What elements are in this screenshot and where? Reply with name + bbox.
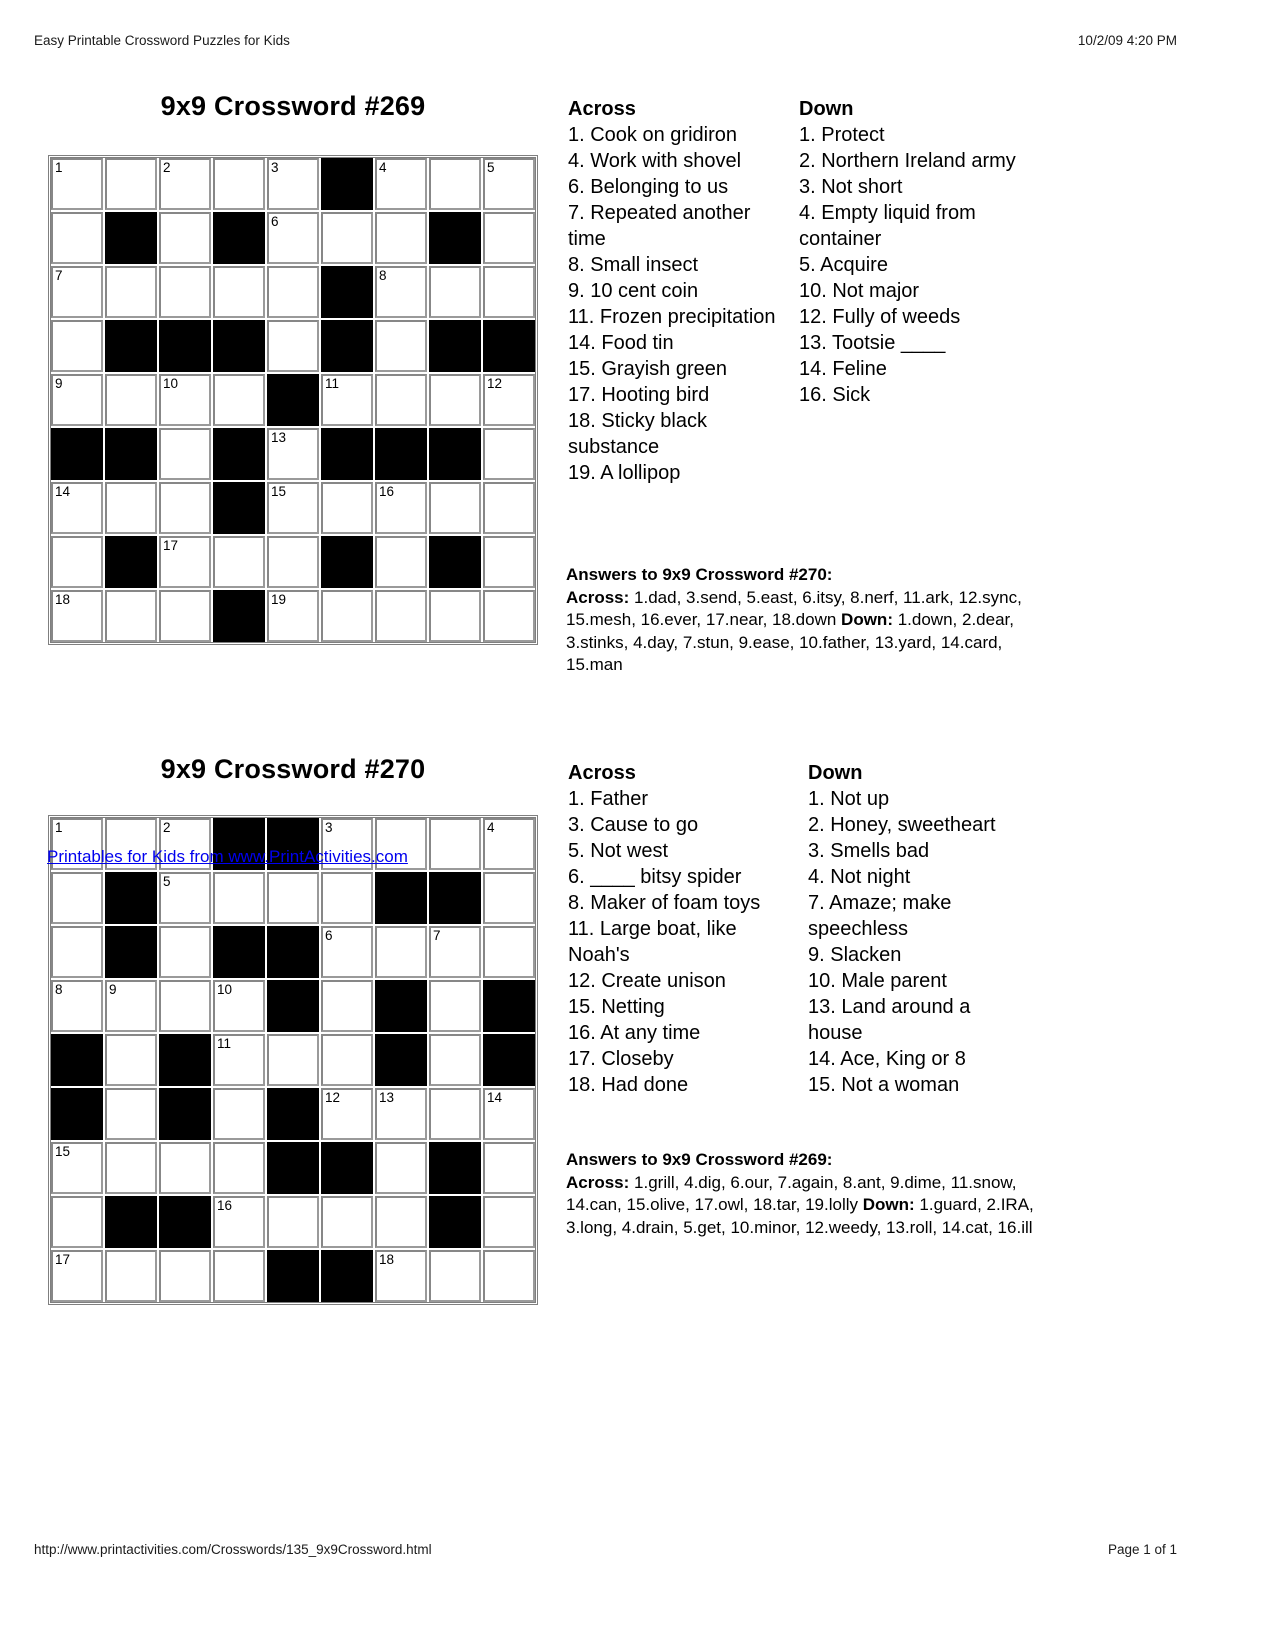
grid-cell	[159, 1250, 211, 1302]
grid-cell	[213, 158, 265, 210]
cell-number: 1	[55, 160, 63, 175]
clue: 1. Father	[568, 788, 649, 810]
clue: 13. Land around a house	[808, 996, 971, 1044]
grid-cell	[429, 266, 481, 318]
clue: 16. At any time	[568, 1022, 701, 1044]
grid-cell-black	[267, 374, 319, 426]
cell-number: 8	[55, 982, 63, 997]
grid-cell	[375, 320, 427, 372]
clue: 13. Tootsie ____	[799, 332, 946, 354]
print-footer	[34, 1542, 1177, 1557]
grid-cell	[483, 482, 535, 534]
grid-cell-black	[267, 980, 319, 1032]
clue: 4. Not night	[808, 866, 911, 888]
cell-number: 17	[163, 538, 179, 553]
cell-number: 19	[271, 592, 287, 607]
grid-cell	[483, 590, 535, 642]
grid-cell	[105, 482, 157, 534]
grid-cell	[159, 926, 211, 978]
answers-heading: Answers to 9x9 Crossword #269:	[566, 1150, 833, 1169]
clue: 16. Sick	[799, 384, 871, 406]
clue: 10. Male parent	[808, 970, 947, 992]
grid-cell	[213, 872, 265, 924]
down-clues	[808, 786, 1020, 1098]
grid-cell-black	[213, 590, 265, 642]
clue: 5. Acquire	[799, 254, 888, 276]
cell-number: 12	[325, 1090, 341, 1105]
grid-cell	[159, 536, 211, 588]
cell-number: 9	[109, 982, 117, 997]
cell-number: 4	[379, 160, 387, 175]
grid-cell-black	[159, 1034, 211, 1086]
clue: 9. 10 cent coin	[568, 280, 699, 302]
grid-cell	[159, 212, 211, 264]
grid-cell	[159, 266, 211, 318]
grid-cell	[51, 1196, 103, 1248]
grid-cell	[321, 872, 373, 924]
grid-cell	[105, 158, 157, 210]
grid-cell	[267, 266, 319, 318]
grid-cell	[375, 1142, 427, 1194]
clue: 4. Empty liquid from container	[799, 202, 976, 250]
cell-number: 16	[217, 1198, 233, 1213]
grid-cell	[483, 536, 535, 588]
grid-cell	[483, 872, 535, 924]
puzzle-title: 9x9 Crossword #270	[160, 754, 426, 784]
cell-number: 6	[325, 928, 333, 943]
answers-across-label: Across:	[566, 587, 630, 607]
across-clues-column	[568, 96, 780, 486]
grid-cell-black	[321, 428, 373, 480]
grid-cell	[213, 1034, 265, 1086]
grid-cell-black	[429, 872, 481, 924]
cell-number: 10	[163, 376, 179, 391]
grid-cell	[51, 482, 103, 534]
grid-cell-black	[483, 320, 535, 372]
grid-cell	[51, 590, 103, 642]
grid-cell-black	[213, 428, 265, 480]
grid-cell-black	[267, 1142, 319, 1194]
grid-cell	[375, 1196, 427, 1248]
cell-number: 1	[55, 820, 63, 835]
cell-number: 12	[487, 376, 503, 391]
grid-cell	[429, 158, 481, 210]
down-clues	[799, 122, 1059, 408]
cell-number: 4	[487, 820, 495, 835]
grid-cell-black	[213, 482, 265, 534]
cell-number: 13	[271, 430, 287, 445]
grid-cell	[483, 266, 535, 318]
print-header	[34, 33, 1177, 48]
clue: 9. Slacken	[808, 944, 902, 966]
grid-cell	[51, 158, 103, 210]
cell-number: 18	[379, 1252, 395, 1267]
grid-cell	[483, 926, 535, 978]
grid-cell	[321, 482, 373, 534]
grid-cell	[105, 1250, 157, 1302]
grid-cell-black	[105, 428, 157, 480]
grid-cell	[159, 374, 211, 426]
grid-cell	[213, 1196, 265, 1248]
grid-cell-black	[321, 536, 373, 588]
grid-cell	[375, 374, 427, 426]
grid-cell-black	[105, 872, 157, 924]
grid-cell	[213, 374, 265, 426]
answers-block	[566, 1149, 1048, 1239]
grid-cell-black	[51, 1088, 103, 1140]
grid-cell-black	[321, 266, 373, 318]
grid-cell	[51, 266, 103, 318]
grid-cell	[375, 266, 427, 318]
grid-cell-black	[159, 320, 211, 372]
print-timestamp: 10/2/09 4:20 PM	[1077, 33, 1177, 48]
crossword-grid	[48, 815, 538, 1305]
clue: 12. Fully of weeds	[799, 306, 961, 328]
clue: 17. Hooting bird	[568, 384, 710, 406]
clue: 15. Netting	[568, 996, 665, 1018]
cell-number: 11	[217, 1036, 232, 1051]
across-clues-column	[568, 760, 780, 1098]
clue: 15. Not a woman	[808, 1074, 960, 1096]
clue: 11. Large boat, like Noah's	[568, 918, 737, 966]
answers-across-text: 1.grill, 4.dig, 6.our, 7.again, 8.ant, 9.dime, 11.snow, 14.can, 15.olive, 17.owl, 18.tar, 19.lolly	[566, 1172, 1017, 1214]
grid-cell-black	[213, 320, 265, 372]
answers-heading: Answers to 9x9 Crossword #270:	[566, 565, 833, 584]
across-clues	[568, 122, 780, 486]
grid-cell	[159, 1142, 211, 1194]
across-heading: Across	[568, 98, 636, 120]
grid-cell-black	[429, 212, 481, 264]
grid-cell	[159, 428, 211, 480]
clue: 14. Ace, King or 8	[808, 1048, 966, 1070]
grid-cell-black	[375, 1034, 427, 1086]
clue: 8. Maker of foam toys	[568, 892, 761, 914]
grid-cell-black	[375, 428, 427, 480]
grid-cell-black	[429, 536, 481, 588]
grid-cell	[51, 374, 103, 426]
grid-cell-black	[159, 1088, 211, 1140]
grid-cell	[159, 482, 211, 534]
clue: 18. Had done	[568, 1074, 689, 1096]
clue: 5. Not west	[568, 840, 669, 862]
clue: 18. Sticky black substance	[568, 410, 707, 458]
grid-cell	[105, 980, 157, 1032]
grid-cell-black	[51, 1034, 103, 1086]
printactivities-link[interactable]: Printables for Kids from www.PrintActivities.com	[47, 847, 408, 866]
grid-cell	[429, 926, 481, 978]
cell-number: 17	[55, 1252, 71, 1267]
grid-cell	[51, 872, 103, 924]
cell-number: 7	[55, 268, 63, 283]
grid-cell	[321, 1088, 373, 1140]
grid-cell	[321, 374, 373, 426]
clue: 3. Smells bad	[808, 840, 930, 862]
grid-cell	[105, 1034, 157, 1086]
clue: 12. Create unison	[568, 970, 726, 992]
cell-number: 8	[379, 268, 387, 283]
grid-cell-black	[159, 1196, 211, 1248]
down-heading: Down	[799, 98, 854, 120]
grid-cell	[429, 1088, 481, 1140]
grid-cell	[321, 590, 373, 642]
grid-cell	[213, 266, 265, 318]
grid-cell	[267, 872, 319, 924]
grid-cell	[483, 1250, 535, 1302]
clue: 1. Cook on gridiron	[568, 124, 737, 146]
cell-number: 9	[55, 376, 63, 391]
grid-cell	[51, 926, 103, 978]
grid-cell-black	[105, 926, 157, 978]
grid-cell	[321, 212, 373, 264]
clue: 15. Grayish green	[568, 358, 727, 380]
across-heading: Across	[568, 762, 636, 784]
grid-cell	[375, 482, 427, 534]
grid-cell	[429, 1034, 481, 1086]
document-title: Easy Printable Crossword Puzzles for Kids	[34, 33, 290, 48]
cell-number: 3	[271, 160, 279, 175]
grid-cell	[267, 482, 319, 534]
grid-cell-black	[321, 320, 373, 372]
grid-cell	[159, 980, 211, 1032]
grid-cell	[483, 1142, 535, 1194]
grid-cell	[375, 1088, 427, 1140]
clue: 14. Food tin	[568, 332, 674, 354]
clue: 8. Small insect	[568, 254, 699, 276]
cell-number: 13	[379, 1090, 395, 1105]
grid-cell-black	[105, 536, 157, 588]
cell-number: 6	[271, 214, 279, 229]
grid-cell	[159, 590, 211, 642]
grid-cell	[51, 212, 103, 264]
grid-cell	[483, 1088, 535, 1140]
grid-cell	[105, 266, 157, 318]
grid-cell	[51, 536, 103, 588]
grid-cell	[267, 320, 319, 372]
clue: 6. Belonging to us	[568, 176, 729, 198]
grid-cell	[51, 980, 103, 1032]
clue: 19. A lollipop	[568, 462, 681, 484]
grid-cell-black	[105, 1196, 157, 1248]
clue: 7. Amaze; make speechless	[808, 892, 952, 940]
grid-cell	[483, 428, 535, 480]
down-clues-column	[799, 96, 1059, 408]
grid-cell	[321, 1034, 373, 1086]
grid-cell-black	[483, 980, 535, 1032]
grid-cell-black	[213, 926, 265, 978]
grid-cell	[375, 212, 427, 264]
grid-cell-black	[483, 1034, 535, 1086]
grid-cell	[267, 590, 319, 642]
grid-cell	[159, 872, 211, 924]
cell-number: 16	[379, 484, 395, 499]
grid-cell	[429, 374, 481, 426]
grid-cell-black	[375, 872, 427, 924]
grid-cell	[105, 374, 157, 426]
grid-cell-black	[51, 428, 103, 480]
cell-number: 14	[55, 484, 71, 499]
cell-number: 18	[55, 592, 71, 607]
grid-cell-black	[429, 1142, 481, 1194]
cell-number: 14	[487, 1090, 503, 1105]
grid-cell	[483, 1196, 535, 1248]
answers-across-text: 1.dad, 3.send, 5.east, 6.itsy, 8.nerf, 11.ark, 12.sync, 15.mesh, 16.ever, 17.near, 18.down	[566, 587, 1022, 629]
grid-cell	[483, 818, 535, 870]
clue: 6. ____ bitsy spider	[568, 866, 742, 888]
grid-cell	[429, 1250, 481, 1302]
grid-cell	[105, 1142, 157, 1194]
grid-cell	[429, 590, 481, 642]
grid-cell	[429, 980, 481, 1032]
answers-block	[566, 564, 1048, 677]
grid-cell	[159, 158, 211, 210]
grid-cell	[321, 1196, 373, 1248]
cell-number: 11	[325, 376, 340, 391]
grid-cell	[213, 1088, 265, 1140]
clue: 10. Not major	[799, 280, 920, 302]
answers-down-text: 1.guard, 2.IRA, 3.long, 4.drain, 5.get, 10.minor, 12.weedy, 13.roll, 14.cat, 16.ill	[566, 1195, 1034, 1237]
grid-cell	[375, 536, 427, 588]
grid-cell-black	[267, 926, 319, 978]
grid-cell	[267, 212, 319, 264]
grid-cell	[51, 320, 103, 372]
grid-cell-black	[267, 1250, 319, 1302]
puzzle-title: 9x9 Crossword #269	[160, 91, 426, 121]
grid-cell-black	[429, 1196, 481, 1248]
answers-across-label: Across:	[566, 1172, 630, 1192]
cell-number: 15	[271, 484, 287, 499]
cell-number: 5	[487, 160, 495, 175]
cell-number: 2	[163, 820, 171, 835]
cell-number: 7	[433, 928, 441, 943]
clue: 3. Cause to go	[568, 814, 699, 836]
clue: 11. Frozen precipitation	[568, 306, 776, 328]
grid-cell-black	[375, 980, 427, 1032]
grid-cell	[267, 536, 319, 588]
grid-cell	[51, 1250, 103, 1302]
grid-cell	[105, 590, 157, 642]
clue: 2. Honey, sweetheart	[808, 814, 996, 836]
clue: 17. Closeby	[568, 1048, 674, 1070]
clue: 2. Northern Ireland army	[799, 150, 1016, 172]
grid-cell-black	[429, 428, 481, 480]
cell-number: 5	[163, 874, 171, 889]
clue: 14. Feline	[799, 358, 887, 380]
grid-cell	[429, 482, 481, 534]
grid-cell	[213, 1142, 265, 1194]
cell-number: 2	[163, 160, 171, 175]
clue: 3. Not short	[799, 176, 903, 198]
cell-number: 3	[325, 820, 333, 835]
grid-cell	[213, 536, 265, 588]
clue: 1. Not up	[808, 788, 890, 810]
grid-cell-black	[321, 1250, 373, 1302]
grid-cell	[321, 980, 373, 1032]
grid-cell-black	[267, 1088, 319, 1140]
down-heading: Down	[808, 762, 863, 784]
cell-number: 10	[217, 982, 233, 997]
grid-cell	[375, 926, 427, 978]
grid-cell	[375, 590, 427, 642]
grid-cell-black	[213, 212, 265, 264]
grid-cell	[267, 158, 319, 210]
grid-cell	[213, 1250, 265, 1302]
answers-down-label: Down:	[862, 1195, 915, 1214]
answers-down-label: Down:	[841, 610, 893, 629]
grid-cell-black	[429, 320, 481, 372]
clue: 4. Work with shovel	[568, 150, 742, 172]
answers-down-text: 1.down, 2.dear, 3.stinks, 4.day, 7.stun, 9.ease, 10.father, 13.yard, 14.card, 15.man	[566, 610, 1014, 674]
clue: 7. Repeated another time	[568, 202, 751, 250]
grid-cell	[267, 1034, 319, 1086]
grid-cell	[483, 374, 535, 426]
grid-cell	[375, 158, 427, 210]
grid-cell	[321, 926, 373, 978]
cell-number: 15	[55, 1144, 71, 1159]
grid-cell	[483, 212, 535, 264]
grid-cell	[267, 1196, 319, 1248]
grid-cell	[213, 980, 265, 1032]
clue: 1. Protect	[799, 124, 885, 146]
page-number: Page 1 of 1	[1107, 1542, 1177, 1557]
grid-cell	[267, 428, 319, 480]
across-clues	[568, 786, 780, 1098]
grid-cell	[375, 1250, 427, 1302]
grid-cell-black	[105, 212, 157, 264]
page-url: http://www.printactivities.com/Crosswords/135_9x9Crossword.html	[34, 1542, 432, 1557]
grid-cell-black	[105, 320, 157, 372]
down-clues-column	[808, 760, 1020, 1098]
grid-cell-black	[321, 1142, 373, 1194]
grid-cell-black	[321, 158, 373, 210]
grid-cell	[483, 158, 535, 210]
crossword-grid	[48, 155, 538, 645]
grid-cell	[429, 818, 481, 870]
grid-cell	[51, 1142, 103, 1194]
grid-cell	[105, 1088, 157, 1140]
